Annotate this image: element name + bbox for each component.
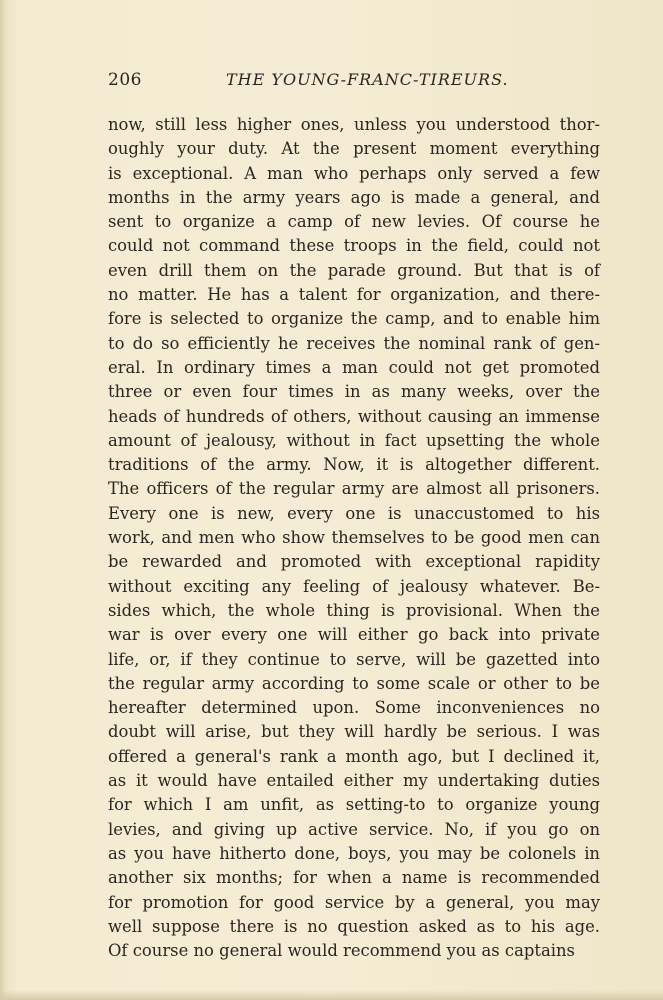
text-line: Every one is new, every one is unaccustomed to his: [108, 503, 600, 523]
text-line: for promotion for good service by a general, you may: [108, 892, 600, 912]
text-line: without exciting any feeling of jealousy whatever. Be-: [108, 576, 600, 596]
page-edge-shadow: [0, 0, 6, 1000]
text-line: levies, and giving up active service. No, if you go on: [108, 819, 600, 839]
text-line: hereafter determined upon. Some inconveniences no: [108, 698, 600, 718]
text-line: for which I am unfit, as setting-to to organize young: [108, 795, 600, 815]
text-line: now, still less higher ones, unless you understood thor-: [108, 115, 600, 134]
text-line: as it would have entailed either my undertaking duties: [108, 771, 600, 791]
text-line: well suppose there is no question asked as to his age.: [108, 916, 600, 936]
text-line: be rewarded and promoted with exceptional rapidity: [108, 552, 600, 572]
text-line: months in the army years ago is made a general, and: [108, 187, 600, 207]
text-line: traditions of the army. Now, it is altogether different.: [108, 455, 600, 475]
text-line: no matter. He has a talent for organization, and there-: [108, 285, 600, 305]
text-line: doubt will arise, but they will hardly be serious. I was: [108, 722, 600, 742]
text-line: sides which, the whole thing is provisional. When the: [108, 600, 600, 620]
page-bottom-edge: [0, 990, 663, 1000]
text-line: Of course no general would recommend you as captains: [108, 941, 575, 961]
text-line: three or even four times in as many weeks, over the: [108, 382, 600, 402]
text-line: oughly your duty. At the present moment everything: [108, 139, 600, 159]
text-line: is exceptional. A man who perhaps only served a few: [108, 163, 600, 183]
text-line: even drill them on the parade ground. But that is of: [108, 260, 600, 280]
text-line: fore is selected to organize the camp, and to enable him: [108, 309, 600, 329]
text-line: sent to organize a camp of new levies. Of course he: [108, 212, 600, 232]
text-line: The officers of the regular army are almost all prisoners.: [108, 479, 600, 499]
text-line: life, or, if they continue to serve, will be gazetted into: [108, 649, 600, 669]
text-line: offered a general's rank a month ago, but I declined it,: [108, 746, 600, 766]
text-line: work, and men who show themselves to be good men can: [108, 528, 600, 548]
text-line: eral. In ordinary times a man could not get promoted: [108, 357, 600, 377]
text-line: another six months; for when a name is recommended: [108, 868, 600, 888]
text-line: could not command these troops in the field, could not: [108, 236, 600, 256]
page-number: 206: [108, 70, 142, 90]
text-line: to do so efficiently he receives the nominal rank of gen-: [108, 333, 600, 353]
running-title: THE YOUNG-FRANC-TIREURS.: [226, 70, 509, 89]
text-line: heads of hundreds of others, without causing an immense: [108, 406, 600, 426]
body-text: [108, 113, 600, 963]
text-line: war is over every one will either go back into private: [108, 625, 600, 645]
page-header: [108, 70, 603, 98]
text-line: amount of jealousy, without in fact upsetting the whole: [108, 430, 600, 450]
text-line: the regular army according to some scale or other to be: [108, 673, 600, 693]
text-line: as you have hitherto done, boys, you may be colonels in: [108, 843, 600, 863]
